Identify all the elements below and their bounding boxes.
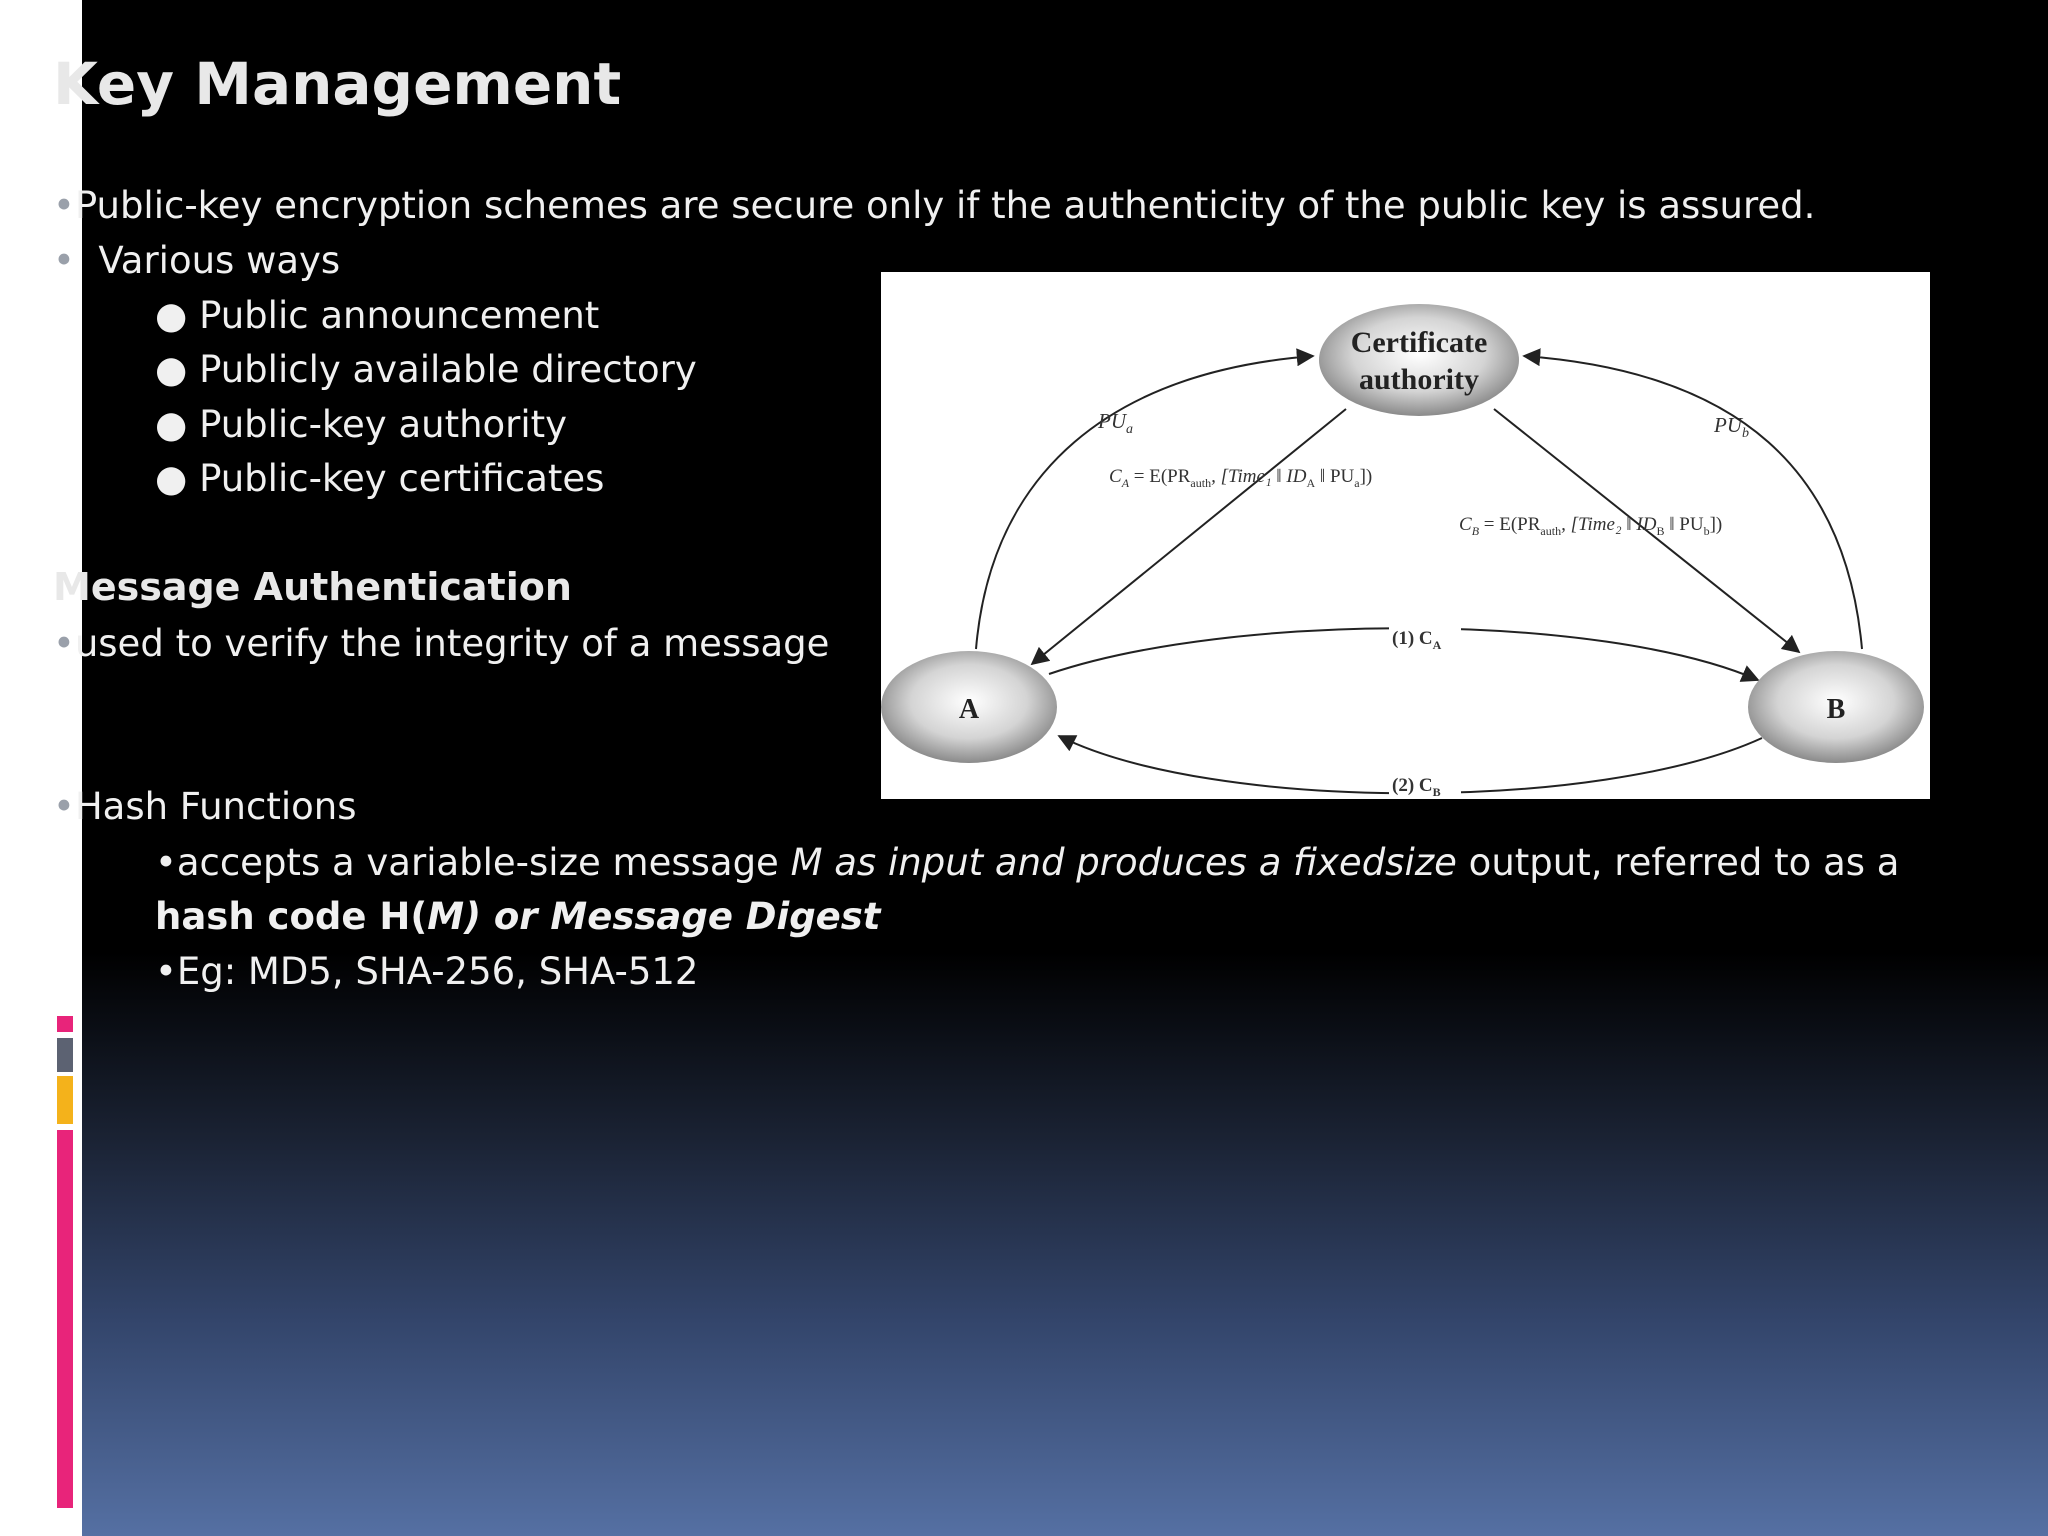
ca-label-line1: Certificate	[1350, 326, 1488, 359]
sub-bullet-item	[155, 457, 604, 500]
accent-bar-pink-long	[57, 1130, 73, 1508]
hash-desc-bold-italic: M) or Message Digest	[427, 895, 881, 938]
sub-bullet-item	[155, 348, 697, 391]
hash-desc-bold: hash code H(	[155, 895, 428, 938]
sub-bullet-text: Publicly available directory	[199, 348, 697, 391]
sub-bullet-text: Public announcement	[199, 294, 600, 337]
sub-bullet-marker: ●	[155, 348, 188, 391]
bullet-text: used to verify the integrity of a message	[74, 622, 830, 665]
section-heading-message-authentication: Message Authentication	[53, 565, 572, 609]
bullet-item-integrity	[53, 622, 829, 665]
sub-bullet-marker: ●	[155, 403, 188, 446]
pu-b-arc	[1524, 356, 1862, 649]
hash-desc-italic: M as input and produces a fixedsize	[790, 841, 1457, 884]
step1-label: (1) $C_A$	[1392, 628, 1442, 652]
bullet-marker: •	[53, 239, 75, 282]
ca-to-a-arrow	[1032, 409, 1346, 664]
bullet-marker: •	[53, 184, 75, 227]
sub-bullet-item	[155, 294, 599, 337]
bullet-text: Public-key encryption schemes are secure only if the authenticity of the public key is assured.	[74, 184, 1816, 227]
certificate-exchange-diagram	[881, 272, 1930, 799]
bullet-marker: •	[53, 785, 75, 828]
hash-examples: •Eg: MD5, SHA-256, SHA-512	[155, 950, 699, 993]
bullet-item-authenticity	[53, 184, 1815, 227]
accent-bar-pink-small	[57, 1016, 73, 1032]
cb-certificate-formula: $C_B = E(PR_{auth}$, [Time₂ ǁ $ID_B$ ǁ $PU_b$])	[1459, 514, 1723, 538]
ca-label-line2: authority	[1359, 363, 1479, 396]
sub-bullet-marker: ●	[155, 457, 188, 500]
sub-bullet-marker: ●	[155, 294, 188, 337]
bullet-marker: •	[53, 622, 75, 665]
sub-bullet-item	[155, 403, 567, 446]
sub-bullet-text: Public-key authority	[199, 403, 568, 446]
slide-title: Key Management	[53, 50, 622, 118]
hash-description	[155, 836, 1975, 944]
pu-b-label: $PU_b$	[1714, 413, 1749, 441]
bullet-text: Various ways	[98, 239, 341, 282]
node-b-label: B	[1826, 694, 1846, 725]
accent-bar-gray	[57, 1038, 73, 1072]
hash-desc-prefix: •accepts a variable-size message	[155, 841, 791, 884]
accent-bar-gold	[57, 1076, 73, 1124]
pu-a-label: $PU_a$	[1098, 409, 1133, 437]
ca-node	[1319, 304, 1519, 416]
step2-label: (2) $C_B$	[1392, 775, 1441, 799]
pu-a-arc	[976, 356, 1313, 649]
bullet-item-hash-functions	[53, 785, 356, 828]
node-a-label: A	[958, 694, 980, 725]
sub-bullet-text: Public-key certificates	[199, 457, 605, 500]
hash-desc-middle: output, referred to as a	[1456, 841, 1900, 884]
bullet-item-various-ways	[53, 239, 340, 282]
bullet-text: Hash Functions	[74, 785, 357, 828]
ca-certificate-formula: $C_A = E(PR_{auth}$, [Time₁ ǁ $ID_A$ ǁ $PU_a$])	[1109, 466, 1373, 490]
